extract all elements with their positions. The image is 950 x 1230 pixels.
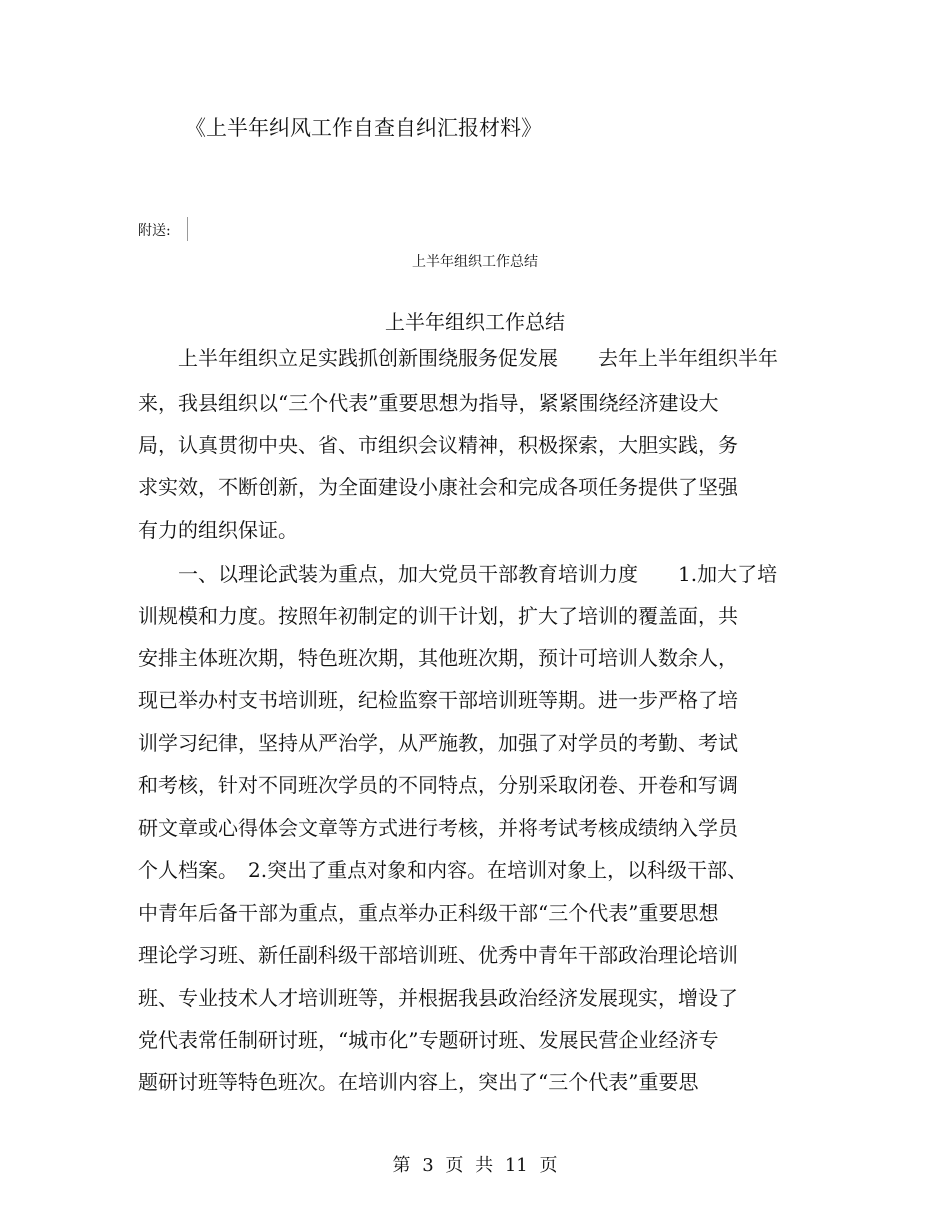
- body-line-2: 来，我县组织以“三个代表”重要思想为指导，紧紧围绕经济建设大: [138, 391, 719, 415]
- body-line-1: 上半年组织立足实践抓创新围绕服务促发展 去年上半年组织半年: [138, 346, 778, 370]
- body-line-3: 局，认真贯彻中央、省、市组织会议精神，积极探索，大胆实践，务: [138, 433, 738, 457]
- body-line-9: 现已举办村支书培训班，纪检监察干部培训班等期。进一步严格了培: [138, 688, 738, 712]
- body-line-15: 理论学习班、新任副科级干部培训班、优秀中青年干部政治理论培训: [138, 943, 738, 967]
- body-line-13: 个人档案。 2.突出了重点对象和内容。在培训对象上，以科级干部、: [138, 858, 748, 882]
- document-title: 《上半年纠风工作自查自纠汇报材料》: [185, 116, 542, 140]
- body-line-7: 训规模和力度。按照年初制定的训干计划，扩大了培训的覆盖面，共: [138, 604, 738, 628]
- body-line-4: 求实效，不断创新，为全面建设小康社会和完成各项任务提供了坚强: [138, 475, 738, 499]
- body-line-10: 训学习纪律，坚持从严治学，从严施教，加强了对学员的考勤、考试: [138, 731, 738, 755]
- body-line-14: 中青年后备干部为重点，重点举办正科级干部“三个代表”重要思想: [138, 901, 719, 925]
- body-line-16: 班、专业技术人才培训班等，并根据我县政治经济发展现实，增设了: [138, 986, 738, 1010]
- text-cursor-divider: [187, 217, 188, 241]
- body-line-5: 有力的组织保证。: [138, 518, 298, 542]
- body-line-8: 安排主体班次期，特色班次期，其他班次期，预计可培训人数余人，: [138, 646, 738, 670]
- body-line-17: 党代表常任制研讨班，“城市化”专题研讨班、发展民营企业经济专: [138, 1028, 719, 1052]
- body-line-18: 题研讨班等特色班次。在培训内容上，突出了“三个代表”重要思: [138, 1070, 699, 1094]
- page-number-footer: 第 3 页 共 11 页: [392, 1155, 558, 1176]
- body-line-12: 研文章或心得体会文章等方式进行考核，并将考试考核成绩纳入学员: [138, 816, 738, 840]
- body-line-6: 一、以理论武装为重点，加大党员干部教育培训力度 1.加大了培: [138, 562, 778, 586]
- attachment-label: 附送:: [138, 223, 171, 239]
- attachment-subtitle: 上半年组织工作总结: [412, 254, 538, 270]
- section-heading: 上半年组织工作总结: [385, 310, 565, 334]
- body-line-11: 和考核，针对不同班次学员的不同特点，分别采取闭卷、开卷和写调: [138, 773, 738, 797]
